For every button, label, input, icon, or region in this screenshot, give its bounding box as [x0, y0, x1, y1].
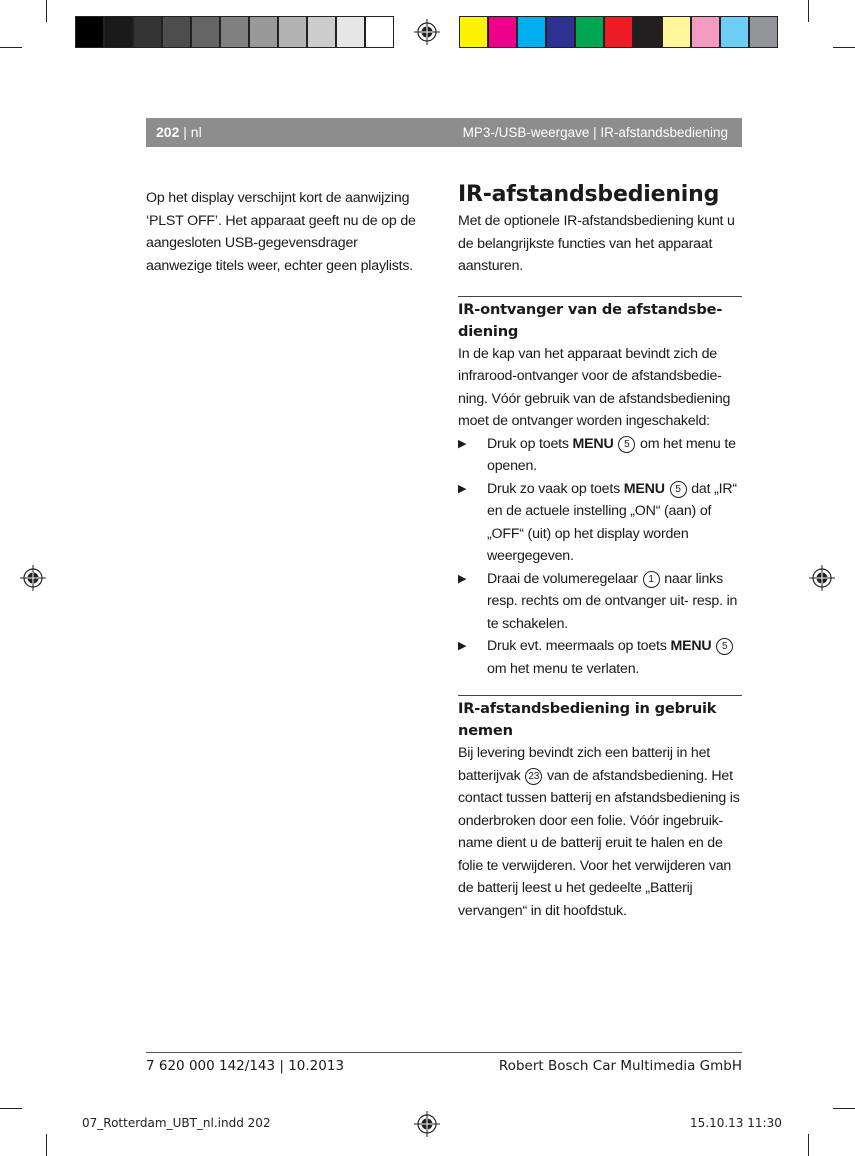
step-text-after: naar links resp. rechts om de ontvanger uit- resp. in te schakelen. — [487, 570, 738, 632]
component-number: 1 — [643, 571, 660, 588]
color-swatch — [662, 16, 691, 48]
component-number: 5 — [670, 481, 687, 498]
arrow-bullet-icon: ▶ — [458, 482, 467, 495]
page-header — [146, 118, 742, 147]
color-swatch — [720, 16, 749, 48]
arrow-bullet-icon: ▶ — [458, 572, 467, 585]
intro-paragraph: Met de optionele IR-afstandsbediening kunt u de belangrijkste functies van het apparaat aansturen. — [458, 213, 735, 274]
setup-paragraph — [458, 742, 742, 922]
color-swatch — [604, 16, 633, 48]
component-number: 23 — [525, 768, 542, 785]
instruction-step — [458, 478, 742, 568]
receiver-paragraph: In de kap van het apparaat bevindt zich de infrarood-ontvanger voor de afstandsbedie-ning. Vóór gebruik van de afstandsbediening moet de ontvanger worden ingeschakeld: — [458, 345, 731, 429]
component-number: 5 — [618, 436, 635, 453]
gray-swatch — [191, 16, 220, 48]
right-column — [458, 182, 742, 922]
gray-swatch — [75, 16, 104, 48]
instruction-step — [458, 568, 742, 636]
setup-text-after: van de afstandsbediening. Het contact tussen batterij en afstandsbediening is onderbroken door een folie. Vóór ingebruik-name dient u de batterij eruit te halen en de folie te verwijderen. Voor het verwijderen van de batterij leest u het gedeelte „Batterij vervangen“ in dit hoofdstuk. — [458, 767, 740, 919]
color-swatch — [691, 16, 720, 48]
instruction-list — [458, 433, 742, 681]
arrow-bullet-icon: ▶ — [458, 437, 467, 450]
page-title: IR-afstandsbediening — [458, 182, 720, 207]
publisher: Robert Bosch Car Multimedia GmbH — [498, 1058, 742, 1074]
step-text-after: dat „IR“ en de actuele instelling „ON“ (aan) of „OFF“ (uit) op het display worden weergegeven. — [487, 480, 737, 564]
color-swatch — [488, 16, 517, 48]
step-text-before: Druk zo vaak op toets — [487, 480, 624, 497]
step-text-before: Druk op toets — [487, 435, 573, 452]
header-left — [156, 124, 202, 140]
color-swatch — [575, 16, 604, 48]
color-swatch — [459, 16, 488, 48]
gray-swatch — [307, 16, 336, 48]
gray-swatch — [336, 16, 365, 48]
left-column — [146, 187, 426, 277]
registration-mark-icon — [809, 565, 835, 591]
gray-swatch — [249, 16, 278, 48]
step-text-before: Draai de volumeregelaar — [487, 570, 642, 587]
gray-swatch — [162, 16, 191, 48]
section-heading-setup: IR-afstandsbediening in gebruik nemen — [458, 700, 717, 739]
gray-swatch — [278, 16, 307, 48]
component-number: 5 — [716, 638, 733, 655]
setup-text-before: Bij levering bevindt zich een batterij in het batterijvak — [458, 745, 711, 784]
document-number: 7 620 000 142/143 | 10.2013 — [146, 1058, 345, 1074]
registration-mark-icon — [414, 19, 440, 45]
registration-mark-icon — [20, 565, 46, 591]
menu-key-label: MENU — [623, 480, 665, 497]
step-text-after: om het menu te verlaten. — [487, 660, 640, 677]
instruction-step — [458, 433, 742, 478]
menu-key-label: MENU — [670, 638, 712, 654]
step-text-before: Druk evt. meermaals op toets — [487, 638, 671, 654]
arrow-bullet-icon: ▶ — [458, 640, 467, 652]
color-swatch — [749, 16, 778, 48]
page-number: 202 — [156, 124, 180, 140]
slug-datetime: 15.10.13 11:30 — [690, 1116, 782, 1130]
gray-swatch — [220, 16, 249, 48]
section-title: MP3-/USB-weergave | IR-afstandsbediening — [462, 125, 728, 140]
section-heading-receiver: IR-ontvanger van de afstandsbe-diening — [458, 300, 723, 340]
footer-divider — [146, 1052, 742, 1053]
instruction-step — [458, 635, 742, 680]
color-swatch — [517, 16, 546, 48]
menu-key-label: MENU — [572, 435, 614, 452]
gray-swatch — [104, 16, 133, 48]
gray-swatch — [365, 16, 394, 48]
color-swatch — [633, 16, 662, 48]
left-paragraph: Op het display verschijnt kort de aanwijzing ‘PLST OFF’. Het apparaat geeft nu de op de aangesloten USB-gegevensdrager aanwezige titels weer, echter geen playlists. — [146, 190, 416, 274]
step-text-after: om het menu te openen. — [487, 435, 736, 474]
registration-mark-icon — [414, 1111, 440, 1137]
color-swatch — [546, 16, 575, 48]
gray-swatch — [133, 16, 162, 48]
slug-filename: 07_Rotterdam_UBT_nl.indd 202 — [82, 1116, 271, 1130]
language-label: | nl — [183, 124, 202, 140]
